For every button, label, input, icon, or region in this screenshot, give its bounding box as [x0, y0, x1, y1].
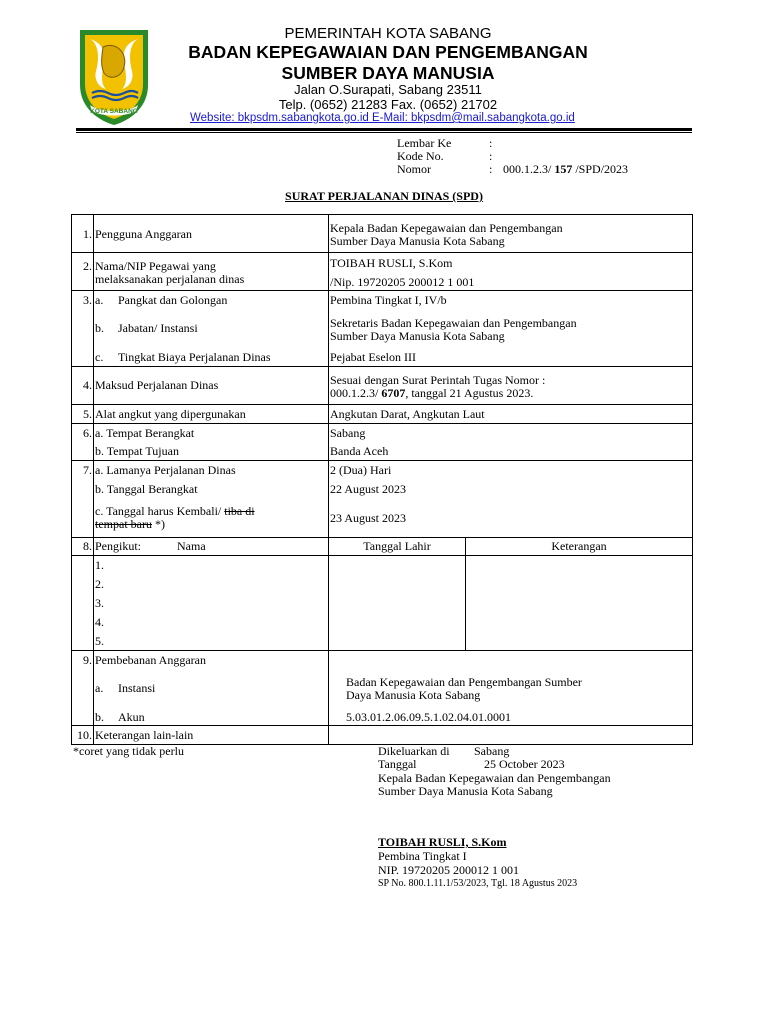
meta-lembar-label: Lembar Ke	[397, 136, 452, 150]
row3-number: 3.	[83, 293, 92, 307]
agency-name-line1: BADAN KEPEGAWAIAN DAN PENGEMBANGAN	[188, 42, 588, 62]
row3-c-label: Tingkat Biaya Perjalanan Dinas	[118, 350, 271, 364]
issued-value: Sabang	[474, 744, 510, 758]
strike-note: *coret yang tidak perlu	[73, 744, 184, 758]
signer-nip: NIP. 19720205 200012 1 001	[378, 863, 520, 877]
meta-nomor-number: 157	[554, 162, 573, 176]
row3-a-label: Pangkat dan Golongan	[118, 293, 228, 307]
row6-a-value: Sabang	[330, 426, 366, 440]
row3-b-value-line1: Sekretaris Badan Kepegawaian dan Pengembangan	[330, 316, 577, 330]
city-logo	[76, 27, 152, 127]
row3-b-value-line2: Sumber Daya Manusia Kota Sabang	[330, 329, 505, 343]
signer-sp-reference: SP No. 800.1.11.1/53/2023, Tgl. 18 Agustus 2023	[378, 878, 578, 889]
spd-form-table	[71, 214, 693, 745]
follower-item: 1.	[95, 558, 104, 572]
row1-label: Pengguna Anggaran	[95, 227, 192, 241]
row9-b-value: 5.03.01.2.06.09.5.1.02.04.01.0001	[346, 710, 511, 724]
letterhead-rule-thick	[76, 128, 692, 131]
row6-b-label: b. Tempat Tujuan	[95, 444, 179, 458]
row7-c-struck-2: tempat baru	[95, 517, 152, 531]
row9-a-mark: a.	[95, 681, 104, 695]
row5-label: Alat angkut yang dipergunakan	[95, 407, 246, 421]
row-divider	[71, 366, 693, 367]
column-divider	[93, 214, 94, 745]
row8-number: 8.	[83, 539, 92, 553]
row5-number: 5.	[83, 407, 92, 421]
row7-b-label: b. Tanggal Berangkat	[95, 482, 198, 496]
row9-a-value-line2: Daya Manusia Kota Sabang	[346, 688, 481, 702]
row-divider	[71, 290, 693, 291]
row8-col-nama: Nama	[177, 539, 206, 553]
row9-a-label: Instansi	[118, 681, 156, 695]
row8-col-tanggal-lahir: Tanggal Lahir	[363, 539, 431, 553]
row-divider	[71, 650, 693, 651]
signer-name: TOIBAH RUSLI, S.Kom	[378, 835, 507, 849]
row4-ref-number: 6707	[381, 386, 406, 400]
row2-value-line1: TOIBAH RUSLI, S.Kom	[330, 256, 453, 270]
issued-date	[378, 758, 565, 771]
meta-nomor: Nomor : 000.1.2.3/ 157 /SPD/2023	[397, 162, 629, 176]
row4-ref-prefix: 000.1.2.3/	[330, 386, 382, 400]
row9-a-value-line1: Badan Kepegawaian dan Pengembangan Sumber	[346, 675, 582, 689]
row4-ref-suffix: , tanggal 21 Agustus 2023.	[405, 386, 534, 400]
row8-label: Pengikut:	[95, 539, 142, 553]
row6-number: 6.	[83, 426, 92, 440]
row-divider	[71, 725, 693, 726]
row4-value-line2	[330, 387, 533, 400]
row2-value-line2: /Nip. 19720205 200012 1 001	[330, 275, 475, 289]
meta-lembar: Lembar Ke :	[397, 136, 493, 150]
row9-number: 9.	[83, 653, 92, 667]
row2-label-line1: Nama/NIP Pegawai yang	[95, 259, 216, 273]
row3-c-value: Pejabat Eselon III	[330, 350, 416, 364]
document-title: SURAT PERJALANAN DINAS (SPD)	[285, 189, 483, 203]
row10-number: 10.	[77, 728, 92, 742]
row2-label-line2: melaksanakan perjalanan dinas	[95, 272, 245, 286]
row6-b-value: Banda Aceh	[330, 444, 389, 458]
row7-number: 7.	[83, 463, 92, 477]
row-divider	[71, 252, 693, 253]
row7-c-label: c. Tanggal harus Kembali/	[95, 504, 222, 518]
row7-b-value: 22 August 2023	[330, 482, 407, 496]
row3-b-label: Jabatan/ Instansi	[118, 321, 198, 335]
agency-name-line2: SUMBER DAYA MANUSIA	[281, 63, 495, 83]
meta-nomor-suffix: /SPD/2023	[572, 162, 629, 176]
table-border-right	[692, 214, 693, 745]
row7-c-value: 23 August 2023	[330, 511, 407, 525]
row3-a-value: Pembina Tingkat I, IV/b	[330, 293, 447, 307]
row7-a-label: a. Lamanya Perjalanan Dinas	[95, 463, 236, 477]
row1-number: 1.	[83, 227, 92, 241]
follower-item: 5.	[95, 634, 104, 648]
row4-number: 4.	[83, 378, 92, 392]
row9-label: Pembebanan Anggaran	[95, 653, 206, 667]
meta-nomor-prefix: 000.1.2.3/	[503, 162, 555, 176]
government-name: PEMERINTAH KOTA SABANG	[284, 25, 492, 42]
column-divider	[328, 214, 329, 745]
row9-b-label: Akun	[118, 710, 145, 724]
agency-address: Jalan O.Surapati, Sabang 23511	[294, 82, 482, 97]
row7-c-footnote-mark: *)	[154, 517, 165, 531]
row-divider	[71, 555, 693, 556]
row-divider	[71, 423, 693, 424]
row2-number: 2.	[83, 259, 92, 273]
row7-a-value: 2 (Dua) Hari	[330, 463, 392, 477]
date-value: 25 October 2023	[484, 757, 565, 771]
row7-c-struck-1: tiba di	[224, 504, 255, 518]
row8-col-keterangan: Keterangan	[551, 539, 607, 553]
logo-text: KOTA SABANG	[90, 108, 138, 115]
meta-kode-label: Kode No.	[397, 149, 444, 163]
signer-position-line1: Kepala Badan Kepegawaian dan Pengembangan	[378, 771, 611, 785]
row1-value-line2: Sumber Daya Manusia Kota Sabang	[330, 234, 505, 248]
row-divider	[71, 404, 693, 405]
signer-position-line2: Sumber Daya Manusia Kota Sabang	[378, 784, 553, 798]
row4-label: Maksud Perjalanan Dinas	[95, 378, 219, 392]
follower-item: 3.	[95, 596, 104, 610]
agency-web-email-link[interactable]: Website: bkpsdm.sabangkota.go.id E-Mail: bkpsdm@mail.sabangkota.go.id	[190, 112, 575, 124]
meta-kode: Kode No. :	[397, 149, 493, 163]
issued-label: Dikeluarkan di	[378, 744, 450, 758]
row-divider	[71, 460, 693, 461]
agency-phone: Telp. (0652) 21283 Fax. (0652) 21702	[278, 97, 498, 112]
date-label: Tanggal	[378, 757, 417, 771]
follower-item: 4.	[95, 615, 104, 629]
signer-rank: Pembina Tingkat I	[378, 849, 467, 863]
meta-nomor-label: Nomor	[397, 162, 431, 176]
row1-value-line1: Kepala Badan Kepegawaian dan Pengembangan	[330, 221, 563, 235]
row5-value: Angkutan Darat, Angkutan Laut	[330, 407, 485, 421]
row3-b-mark: b.	[95, 321, 104, 335]
row3-c-mark: c.	[95, 350, 104, 364]
row4-value-line1: Sesuai dengan Surat Perintah Tugas Nomor :	[330, 373, 546, 387]
follower-item: 2.	[95, 577, 104, 591]
row-divider	[71, 537, 693, 538]
letterhead-rule-thin	[76, 132, 692, 133]
row10-label: Keterangan lain-lain	[95, 728, 194, 742]
row6-a-label: a. Tempat Berangkat	[95, 426, 195, 440]
row7-c-label-line2	[95, 518, 165, 531]
table-border-top	[71, 214, 693, 215]
row3-a-mark: a.	[95, 293, 104, 307]
column-divider	[465, 537, 466, 650]
row9-b-mark: b.	[95, 710, 104, 724]
